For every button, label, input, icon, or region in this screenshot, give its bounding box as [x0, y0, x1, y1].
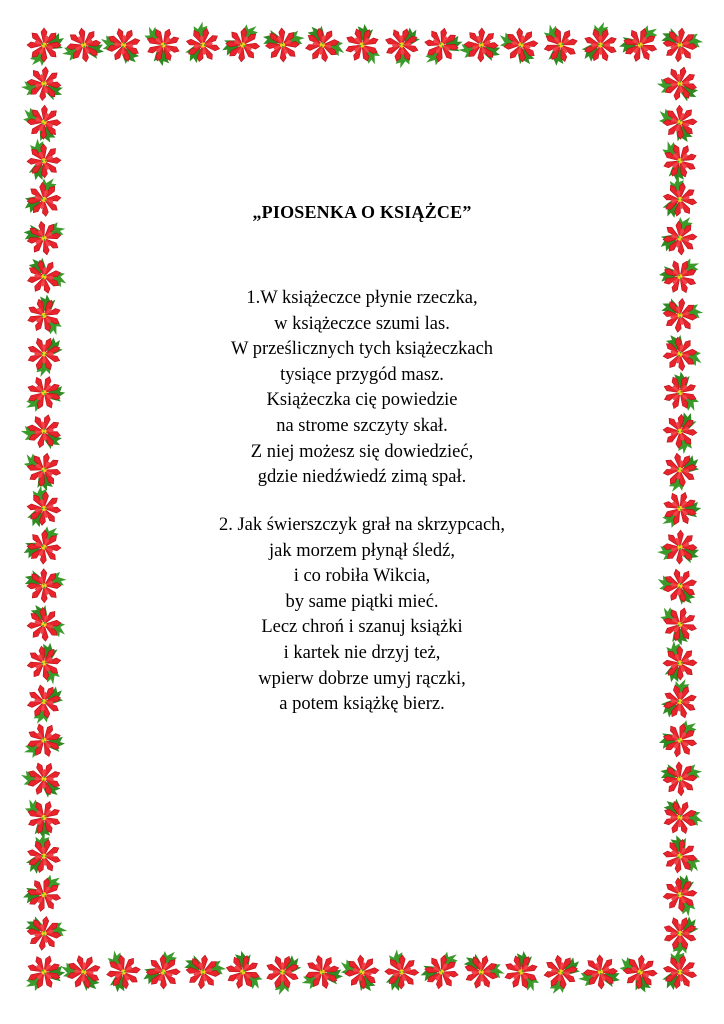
poem-line: i co robiła Wikcia, — [293, 566, 431, 587]
poinsettia-flower-icon — [22, 105, 61, 143]
poinsettia-flower-icon — [23, 252, 69, 297]
poinsettia-flower-icon — [16, 830, 67, 881]
poinsettia-flower-icon — [618, 953, 659, 993]
poinsettia-flower-icon — [339, 953, 381, 994]
poinsettia-flower-icon — [25, 603, 66, 643]
poinsettia-flower-icon — [143, 951, 181, 990]
poinsettia-flower-icon — [22, 331, 71, 380]
poinsettia-flower-icon — [654, 287, 707, 339]
poinsettia-flower-icon — [498, 947, 548, 997]
poinsettia-flower-icon — [532, 20, 584, 71]
poinsettia-flower-icon — [18, 209, 70, 261]
poinsettia-flower-icon — [541, 951, 585, 995]
poinsettia-flower-icon — [657, 716, 701, 761]
poinsettia-flower-icon — [136, 22, 185, 70]
poinsettia-flower-icon — [175, 18, 227, 70]
poinsettia-flower-icon — [656, 405, 709, 458]
poinsettia-flower-icon — [373, 945, 426, 998]
poinsettia-flower-icon — [18, 905, 71, 957]
poinsettia-flower-icon — [256, 16, 309, 69]
poinsettia-flower-icon — [660, 449, 704, 493]
poinsettia-flower-icon — [21, 950, 69, 998]
poinsettia-flower-icon — [651, 636, 704, 689]
poinsettia-flower-icon — [657, 487, 704, 535]
poinsettia-flower-icon — [660, 331, 703, 373]
poinsettia-flower-icon — [658, 105, 697, 143]
poinsettia-flower-icon — [379, 21, 429, 72]
poinsettia-flower-icon — [27, 28, 64, 66]
poem-line: Lecz chroń i szanuj książki — [261, 617, 463, 638]
poem-line: i kartek nie drzyj też, — [283, 642, 441, 663]
poinsettia-flower-icon — [656, 565, 702, 610]
poem-line: na strome szczyty skał. — [276, 415, 448, 436]
poinsettia-flower-icon — [177, 943, 230, 996]
poinsettia-flower-icon — [454, 21, 507, 74]
poem-line: W prześlicznych tych książeczkach — [230, 339, 494, 360]
poinsettia-flower-icon — [15, 481, 68, 534]
poinsettia-flower-icon — [221, 22, 261, 63]
poem-line: 2. Jak świerszczyk grał na skrzypcach, — [218, 515, 506, 535]
poem-line: jak morzem płynął śledź, — [269, 540, 455, 561]
poem-line: 1.W książeczce płynie rzeczka, — [246, 288, 478, 308]
poem-line: tysiące przygód masz. — [280, 364, 444, 385]
poinsettia-flower-icon — [574, 948, 627, 1001]
poinsettia-flower-icon — [95, 946, 147, 998]
poem-line: Z niej możesz się dowiedzieć, — [250, 441, 474, 462]
poinsettia-flower-icon — [574, 19, 623, 68]
stanza-2 — [90, 513, 634, 718]
poinsettia-flower-icon — [21, 290, 72, 340]
poinsettia-flower-icon — [655, 249, 704, 299]
poinsettia-flower-icon — [99, 24, 146, 70]
poinsettia-flower-icon — [658, 368, 707, 416]
poinsettia-flower-icon — [658, 216, 698, 257]
poinsettia-flower-icon — [654, 750, 707, 803]
poinsettia-flower-icon — [59, 951, 106, 997]
poinsettia-flower-icon — [20, 637, 72, 689]
poinsettia-flower-icon — [297, 949, 348, 1001]
poinsettia-flower-icon — [498, 26, 540, 67]
poinsettia-flower-icon — [421, 25, 464, 69]
poinsettia-flower-icon — [419, 948, 462, 992]
poinsettia-flower-icon — [21, 371, 68, 419]
poinsettia-flower-icon — [655, 677, 701, 724]
poinsettia-flower-icon — [653, 60, 705, 111]
poinsettia-flower-icon — [457, 945, 508, 995]
poinsettia-flower-icon — [657, 792, 705, 840]
poinsettia-flower-icon — [23, 525, 62, 565]
poinsettia-flower-icon — [653, 523, 706, 576]
poem-line: wpierw dobrze umyj rączki, — [258, 668, 466, 689]
poinsettia-flower-icon — [652, 173, 704, 225]
poinsettia-flower-icon — [655, 603, 701, 649]
poinsettia-flower-icon — [21, 870, 65, 915]
poinsettia-flower-icon — [22, 177, 63, 219]
poinsettia-flower-icon — [617, 20, 663, 66]
poinsettia-flower-icon — [20, 449, 64, 493]
poinsettia-flower-icon — [17, 794, 65, 842]
poinsettia-flower-icon — [15, 134, 68, 187]
poem-line: Książeczka cię powiedzie — [266, 390, 458, 411]
poinsettia-flower-icon — [654, 16, 707, 69]
poem-line: gdzie niedźwiedź zimą spał. — [257, 467, 467, 488]
poinsettia-flower-icon — [18, 557, 71, 610]
poinsettia-flower-icon — [24, 681, 69, 726]
poinsettia-flower-icon — [658, 910, 707, 959]
poem-title: „PIOSENKA O KSIĄŻCE” — [252, 202, 472, 222]
poinsettia-flower-icon — [302, 21, 346, 65]
poinsettia-flower-icon — [17, 60, 70, 113]
poem-line: w książeczce szumi las. — [274, 313, 450, 334]
poinsettia-flower-icon — [661, 834, 704, 876]
poinsettia-flower-icon — [222, 948, 268, 994]
poinsettia-flower-icon — [19, 717, 70, 768]
stanza-1 — [90, 286, 634, 491]
poem-line: by same piątki mieć. — [285, 591, 439, 612]
poinsettia-flower-icon — [260, 949, 309, 998]
poem-line: a potem książkę bierz. — [279, 694, 445, 715]
poinsettia-flower-icon — [58, 21, 110, 74]
poinsettia-flower-icon — [339, 20, 389, 70]
poinsettia-flower-icon — [17, 408, 68, 459]
poinsettia-flower-icon — [18, 757, 67, 805]
poinsettia-flower-icon — [656, 869, 709, 922]
